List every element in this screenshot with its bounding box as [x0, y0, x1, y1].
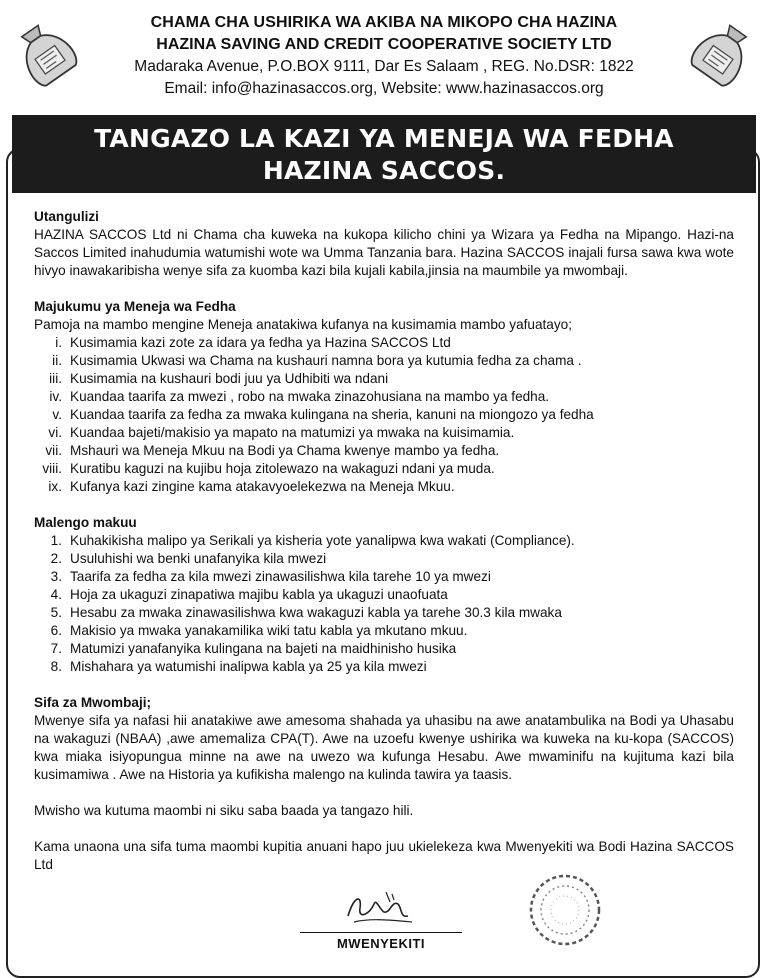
official-stamp — [520, 870, 610, 950]
list-text: Matumizi yanafanyika kulingana na bajeti na maidhinisho husika — [70, 641, 457, 656]
list-text: Kuandaa bajeti/makisio ya mapato na matumizi ya mwaka na kuisimamia. — [70, 425, 515, 440]
application-instructions: Kama unaona una sifa tuma maombi kupitia anuani hapo juu ukielekeza kwa Mwenyekiti wa Bodi Hazina SACCOS Ltd — [34, 839, 734, 872]
list-item — [34, 460, 734, 478]
list-item — [34, 352, 734, 370]
intro-text: HAZINA SACCOS Ltd ni Chama cha kuweka na kukopa kilicho chini ya Wizara ya Fedha na Mipango. Hazi-na Saccos Limited inahudumia watumishi wote wa Umma Tanzania bara. Hazina SACCOS inajali fursa sawa kwa wote hivyo inawakaribisha wenye sifa za kuomba kazi bila kujali kabila,jinsia na maumbile ya mwombaji. — [34, 227, 734, 278]
list-text: Usuluhishi wa benki unafanyika kila mwezi — [70, 551, 327, 566]
list-item — [34, 586, 734, 604]
list-item — [34, 604, 734, 622]
list-number: 8. — [50, 659, 62, 674]
letterhead — [0, 0, 768, 106]
duties-heading: Majukumu ya Meneja wa Fedha — [34, 299, 236, 314]
list-item — [34, 622, 734, 640]
list-item — [34, 406, 734, 424]
signatory-title: MWENYEKITI — [336, 936, 426, 951]
goals-heading: Malengo makuu — [34, 515, 137, 530]
list-text: Kusimamia Ukwasi wa Chama na kushauri namna bora ya kutumia fedha za chama . — [70, 353, 582, 368]
list-item — [34, 478, 734, 496]
list-text: Hoja za ukaguzi zinapatiwa majibu kabla ya ukaguzi unaofuata — [70, 587, 448, 602]
advert-body — [34, 208, 734, 874]
title-line-2: HAZINA SACCOS. — [262, 156, 506, 185]
list-number: viii. — [42, 461, 62, 476]
list-text: Kusimamia na kushauri bodi juu ya Udhibiti wa ndani — [70, 371, 389, 386]
title-line-1: TANGAZO LA KAZI YA MENEJA WA FEDHA — [94, 124, 674, 153]
list-text: Kusimamia kazi zote za idara ya fedha ya Hazina SACCOS Ltd — [70, 335, 451, 350]
money-bag-icon — [682, 14, 762, 88]
list-item — [34, 640, 734, 658]
list-text: Kuratibu kaguzi na kujibu hoja zitolewazo na wakaguzi ndani ya muda. — [70, 461, 495, 476]
list-number: 6. — [50, 623, 62, 638]
signature — [340, 886, 420, 930]
advert-title — [12, 115, 756, 193]
duties-list — [34, 334, 734, 496]
list-number: 5. — [50, 605, 62, 620]
duties-lead: Pamoja na mambo mengine Meneja anatakiwa kufanya na kusimamia mambo yafuatayo; — [34, 317, 572, 332]
qualifications-heading: Sifa za Mwombaji; — [34, 695, 152, 710]
list-text: Kuhakikisha malipo ya Serikali ya kisheria yote yanalipwa kwa wakati (Compliance). — [70, 533, 575, 548]
list-number: 7. — [50, 641, 62, 656]
org-address: Madaraka Avenue, P.O.BOX 9111, Dar Es Salaam , REG. No.DSR: 1822 — [134, 58, 634, 75]
list-number: iii. — [49, 371, 62, 386]
list-number: v. — [52, 407, 62, 422]
list-number: 4. — [50, 587, 62, 602]
list-text: Makisio ya mwaka yanakamilika wiki tatu kabla ya mkutano mkuu. — [70, 623, 468, 638]
list-text: Hesabu za mwaka zinawasilishwa kwa wakaguzi kabla ya tarehe 30.3 kila mwaka — [70, 605, 562, 620]
list-item — [34, 658, 734, 676]
org-name-english: HAZINA SAVING AND CREDIT COOPERATIVE SOCIETY LTD — [156, 36, 612, 53]
list-number: vii. — [45, 443, 62, 458]
list-item — [34, 424, 734, 442]
list-number: 1. — [50, 533, 62, 548]
qualifications-text: Mwenye sifa ya nafasi hii anatakiwe awe amesoma shahada ya uhasibu na awe anatambulika na Bodi ya Uhasabu na wakaguzi (NBAA) ,awe amemaliza CPA(T). Awe na uzoefu kwenye ushirika wa kuweka na ku-kopa (SACCOS) kwa miaka isiyopungua minne na awe na uwezo wa kufunga Hesabu. Awe mwaminifu na kujituma kazi bila kusimamiwa . Awe na Historia ya kufikisha malengo na kulinda tawira ya taasis. — [34, 713, 734, 782]
list-number: i. — [55, 335, 62, 350]
goals-list — [34, 532, 734, 676]
deadline-text: Mwisho wa kutuma maombi ni siku saba baada ya tangazo hili. — [34, 803, 414, 818]
org-contact: Email: info@hazinasaccos.org, Website: www.hazinasaccos.org — [164, 80, 604, 97]
list-number: 2. — [50, 551, 62, 566]
list-text: Kufanya kazi zingine kama atakavyoelekezwa na Meneja Mkuu. — [70, 479, 455, 494]
list-number: ii. — [52, 353, 62, 368]
list-item — [34, 370, 734, 388]
list-item — [34, 550, 734, 568]
list-text: Mshauri wa Meneja Mkuu na Bodi ya Chama kwenye mambo ya fedha. — [70, 443, 500, 458]
organization-info — [100, 12, 668, 100]
list-number: vi. — [48, 425, 62, 440]
list-item — [34, 334, 734, 352]
list-number: ix. — [48, 479, 62, 494]
list-text: Taarifa za fedha za kila mwezi zinawasilishwa kila tarehe 10 ya mwezi — [70, 569, 491, 584]
money-bag-icon — [6, 14, 86, 88]
org-name-swahili: CHAMA CHA USHIRIKA WA AKIBA NA MIKOPO CHA HAZINA — [150, 14, 618, 31]
list-number: iv. — [49, 389, 62, 404]
list-item — [34, 388, 734, 406]
list-text: Mishahara ya watumishi inalipwa kabla ya 25 ya kila mwezi — [70, 659, 427, 674]
list-item — [34, 568, 734, 586]
list-number: 3. — [50, 569, 62, 584]
signature-block — [300, 880, 470, 950]
list-item — [34, 532, 734, 550]
list-text: Kuandaa taarifa za mwezi , robo na mwaka zinazohusiana na mambo ya fedha. — [70, 389, 550, 404]
list-text: Kuandaa taarifa za fedha za mwaka kulingana na sheria, kanuni na miongozo ya fedha — [70, 407, 594, 422]
intro-heading: Utangulizi — [34, 209, 99, 224]
list-item — [34, 442, 734, 460]
signature-line — [300, 932, 462, 933]
